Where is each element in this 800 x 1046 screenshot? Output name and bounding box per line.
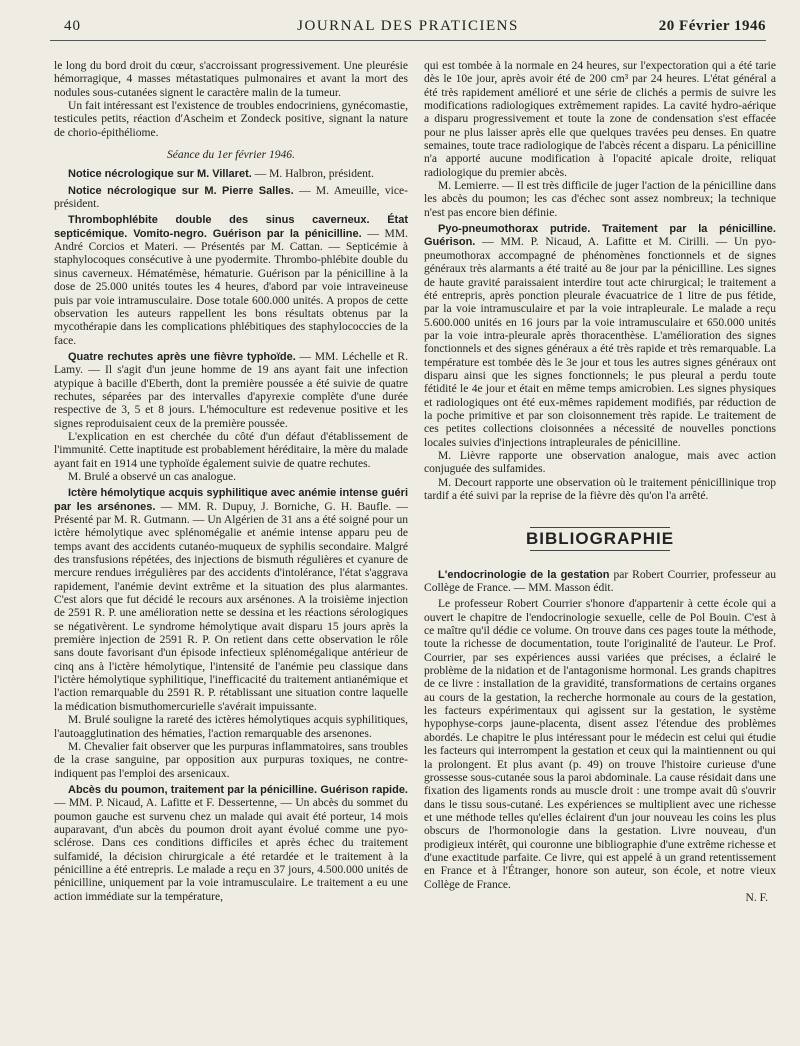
section-text: — MM. P. Nicaud, A. Lafitte et F. Dessertenne, — Un abcès du sommet du poumon gauche est survenu chez un malade qui avait été porteur, 14 mois auparavant, d'un abcès du poumon droit ayant évolué comme une pyo-sclérose. Dans ces conditions difficiles et après échec du traitement sulfamidé, la décision chirurgicale a été retardée et le traitement à la pénicilline a été entrepris. Le malade a reçu en 37 jours, 4.500.000 unités de pénicilline, uniquement par la voie intramusculaire. Le traitement a eu une action immédiate sur la température, — [54, 797, 408, 903]
ictere-report — [54, 487, 408, 714]
page-number: 40 — [64, 18, 81, 34]
bibliography-heading: BIBLIOGRAPHIE — [525, 529, 675, 549]
section-text: — M. Ameuille, vice-président. — [54, 184, 408, 211]
bibliography-banner — [424, 527, 776, 550]
session-date: Séance du 1er février 1946. — [167, 149, 295, 162]
paragraph: M. Decourt rapporte une observation où le traitement pénicillinique trop tardif a été suivi par la reprise de la fièvre dès qu'on l'a arrêté. — [424, 476, 776, 502]
section-title: Notice nécrologique sur M. Villaret. — [68, 168, 252, 181]
right-column — [424, 60, 776, 1020]
section-text: — MM. André Corcios et Materi. — Présentés par M. Cattan. — Septicémie à staphylocoques consécutive à une pyodermite. Thrombo-phlébite double du sinus caverneux. Hématémèse, hématurie. Guérison par la pénicilline à la dose de 25.000 unités toutes les 4 heures, d'abord par voie intraveineuse puis par voie intramusculaire. Dose totale 600.000 unités. A propos de cette observation les auteurs rappellent les bons résultats obtenus par la mycothérapie dans les complications phlébitiques des staphylococcies de la face. — [54, 227, 408, 347]
divider — [530, 550, 670, 551]
section-title: Ictère hémolytique acquis syphilitique avec anémie intense guéri par les arsénones. — [54, 487, 408, 513]
notice-villaret — [54, 168, 408, 181]
paragraph: M. Brulé souligne la rareté des ictères hémolytiques acquis syphilitiques, l'autoagglutination des hématies, l'action remarquable des arsenones. — [54, 714, 408, 740]
left-column — [54, 60, 408, 1020]
section-text: — MM. Léchelle et R. Lamy. — Il s'agit d'un jeune homme de 19 ans ayant fait une infection atypique à bacille d'Eberth, dont la première poussée a été suivie de quatre rechutes, séparées par des intervalles d'apyrexie complète d'une durée respective de 3, 5 et 8 jours. L'hémoculture est redevenue positive et les signes reproduisaient ceux de la première poussée. — [54, 350, 408, 430]
section-title: Notice nécrologique sur M. Pierre Salles. — [68, 184, 294, 197]
review-signature: N. F. — [745, 891, 768, 904]
page-header — [50, 14, 766, 41]
book-review: Le professeur Robert Courrier s'honore d'appartenir à cette école qui a ouvert le chapitre de l'endocrinologie sexuelle, celle de Pol Bouin. C'est à ce maître qu'il dédie ce volume. On trouve dans ces pages toute la méthode, toute la richesse de documentation, toute l'originalité de l'auteur. Le Prof. Courrier, par ses expériences aussi variées que précises, a éclairé le problème de la nidation et de l'antagonisme hormonal. Les grands chapitres de ce livre : installation de la gravidité, transformations de certains organes au cours de la gestation, la recherche hormonale au cours de la gestation, les facteurs expérimentaux qui agissent sur la gestation, le système hypophyse-corps jaune-placenta, disent assez l'étendue des problèmes abordés. Le chapitre le plus intéressant pour le médecin est celui qui étudie les facteurs qui interrompent la gestation et ceux qui la maintiennent ou qui la prolongent. Et plus avant (p. 49) on trouve l'histoire curieuse d'une grossesse sous-cutanée sous la paroi abdominale. La cause résidait dans une fixation des ligaments ronds au muscle droit : une trompe avait dû s'ouvrir dans le tissu sous-cutané. Les expériences se multiplient avec une richesse et une méthode telles qu'elles éclairent d'un jour nouveau les coins les plus obscurs de l'hormonologie dans la gestation. Livre nouveau, d'un prodigieux intérêt, qui couronne une bibliographie d'une extrême richesse et d'une exactitude parfaite. Ce livre, qui est appelé à un grand retentissement en France et à l'Étranger, honore son auteur, son école, et notre vieux Collège de France. — [424, 598, 776, 891]
book-author: par Robert Courrier, professeur au Collège de France. — MM. Masson édit. — [424, 568, 776, 595]
paragraph: M. Lemierre. — Il est très difficile de juger l'action de la pénicilline dans les abcès du poumon; les cas d'échec sont assez nombreux; la technique n'est pas encore bien définie. — [424, 180, 776, 219]
book-title: L'endocrinologie de la gestation — [438, 568, 610, 581]
section-text: — MM. P. Nicaud, A. Lafitte et M. Cirilli. — Un pyo-pneumothorax accompagné de phénomènes fonctionnels et de signes généraux très alarmants a été traité au 8e jour par la pénicilline. Les signes de haute gravité paraissaient interdire tout acte chirurgical; le traitement a été entrepris, après ponction pleurale évacuatrice de 1 litre de pus fétide, par la voie intramusculaire et par la voie intrapleurale. Le malade a reçu 5.600.000 unités en 16 jours par la voie intramusculaire et 650.000 unités par la voie intra-pleurale après thoracenthèse. L'amélioration des signes fonctionnels et des signes généraux a été très rapide et très remarquable. La température est tombée dès le 3e jour et tous les autres signes généraux ont disparu ainsi que les signes fonctionnels; le pus pleural a perdu toute fétidité le 4e jour et était en même temps amicrobien. Les signes physiques et radiologiques ont été eux-mêmes rapidement modifiés, par réduction de la poche primitive et par son cloisonnement très rapide. Le traitement de ces petites collections cloisonnées a nécessité de nouvelles ponctions locales suivies d'injections intrapleurales de pénicilline. — [424, 236, 776, 449]
notice-salles — [54, 185, 408, 212]
paragraph: M. Chevalier fait observer que les purpuras inflammatoires, sans troubles de la crase sanguine, par opposition aux purpuras toxiques, ne contre-indiquent pas l'emploi des arsenicaux. — [54, 740, 408, 780]
paragraph: Un fait intéressant est l'existence de troubles endocriniens, gynécomastie, testicules petits, réaction d'Ascheim et Zondeck positive, signant la nature de chorio-épithéliome. — [54, 100, 408, 139]
paragraph: M. Lièvre rapporte une observation analogue, mais avec action conjuguée des sulfamides. — [424, 449, 776, 476]
abces-report — [54, 784, 408, 904]
section-text: — M. Halbron, président. — [251, 168, 374, 181]
thrombophlebite-report — [54, 214, 408, 347]
section-title: Quatre rechutes après une fièvre typhoïde. — [68, 350, 296, 363]
book-reference — [424, 569, 776, 596]
journal-title: JOURNAL DES PRATICIENS — [297, 18, 519, 34]
section-title: Abcès du poumon, traitement par la pénicilline. Guérison rapide. — [68, 783, 408, 796]
issue-date: 20 Février 1946 — [658, 18, 766, 34]
section-title: Thrombophlébite double des sinus caverneux. État septicémique. Vomito-negro. Guérison par la pénicilline. — [54, 214, 408, 240]
section-text: — MM. R. Dupuy, J. Borniche, G. H. Baufle. — Présenté par M. R. Gutmann. — Un Algérien de 31 ans a été soigné pour un ictère hémolytique avec splénomégalie et anémie intense apparu peu de temps avant des accidents cutanéo-muqueux de syphilis secondaire. Malgré des transfusions répétées, des injections de bismuth régulières et cyanure de mercure rendues irrégulières par des accidents d'intolérance, l'état s'aggrava rapidement, l'anémie devint extrême et la situation des plus alarmantes. C'est alors que fut décidé le recours aux arsénones. A la troisième injection de 2591 R. P. une amélioration nette se dessina et les réactions sérologiques se négativèrent. Le syndrome hémolytique avait disparu 15 jours après la première injection de 2591 R. P. On retient dans cette observation le rôle sans doute favorisant d'un épisode infectieux splénomégalique antérieur de cinq ans à l'ictère hémolytique, l'intensité de l'anémie peu classique dans l'ictère hémolytique syphilitique, l'inefficacité du traitement antianémique et l'action remarquable du 2591 R. P. rétablissant une situation contre laquelle la médication bismuthomercurielle s'avérait impuissante. — [54, 500, 408, 713]
pyopneumothorax-report — [424, 223, 776, 450]
paragraph: qui est tombée à la normale en 24 heures, sur l'expectoration qui a été tarie dès le 10e jour, après avoir été de 200 cm³ par 24 heures. L'état général a été très rapidement amélioré et une série de clichés a permis de suivre les modifications radiologiques extrêmement rapides. La cavité hydro-aérique a disparu progressivement et toute la zone de condensation s'est effacée pour ne plus laisser après elle que quelques travées peu denses. En quatre semaines, toute trace radiologique de l'abcès récent a disparu. La pénicilline n'a apporté aucune modification à l'opacité apicale droite, reliquat radiologique du premier abcès. — [424, 60, 776, 179]
section-title: Pyo-pneumothorax putride. Traitement par la pénicilline. Guérison. — [424, 223, 776, 249]
typhoid-report — [54, 351, 408, 431]
paragraph: L'explication en est cherchée du côté d'un défaut d'établissement de l'immunité. Cette inaptitude est probablement héréditaire, la mère du malade ayant fait en 1914 une typhoïde également suivie de quatre rechutes. — [54, 430, 408, 470]
paragraph: le long du bord droit du cœur, s'accroissant progressivement. Une pleurésie hémorragique, 4 masses métastatiques pulmonaires et avant la mort des nodules sous-cutanées signent le caractère malin de la tumeur. — [54, 60, 408, 99]
paragraph: M. Brulé a observé un cas analogue. — [68, 470, 237, 483]
